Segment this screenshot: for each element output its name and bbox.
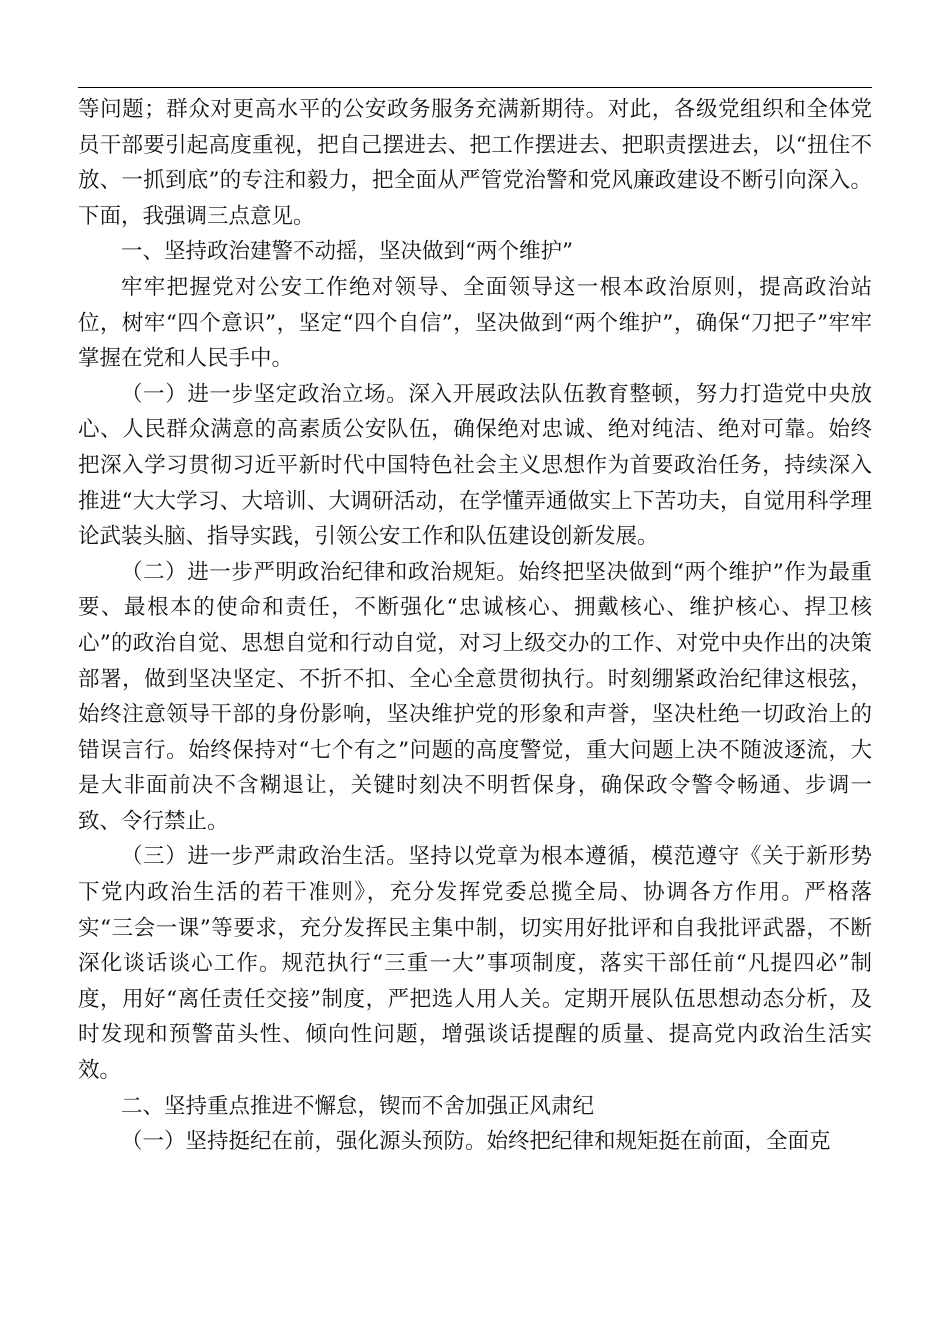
paragraph-section-1-item-2: （二）进一步严明政治纪律和政治规矩。始终把坚决做到“两个维护”作为最重要、最根本的使命和责任，不断强化“忠诚核心、拥戴核心、维护核心、捍卫核心”的政治自觉、思想自觉和行动自觉，对习上级交办的工作、对党中央作出的决策部署，做到坚决坚定、不折不扣、全心全意贯彻执行。时刻绷紧政治纪律这根弦，始终注意领导干部的身份影响，坚决维护党的形象和声誉，坚决杜绝一切政治上的错误言行。始终保持对“七个有之”问题的高度警觉，重大问题上决不随波逐流，大是大非面前决不含糊退让，关键时刻决不明哲保身，确保政令警令畅通、步调一致、令行禁止。 [78, 559, 872, 834]
document-body [78, 92, 872, 1160]
paragraph-section-1-item-3: （三）进一步严肃政治生活。坚持以党章为根本遵循，模范遵守《关于新形势下党内政治生活的若干准则》，充分发挥党委总揽全局、协调各方作用。严格落实“三会一课”等要求，充分发挥民主集中制，切实用好批评和自我批评武器，不断深化谈话谈心工作。规范执行“三重一大”事项制度，落实干部任前“凡提四必”制度，用好“离任责任交接”制度，严把选人用人关。定期开展队伍思想动态分析，及时发现和预警苗头性、倾向性问题，增强谈话提醒的质量、提高党内政治生活实效。 [78, 844, 872, 1084]
section-heading-1: 一、坚持政治建警不动摇，坚决做到“两个维护” [121, 239, 573, 265]
paragraph-continuation: 等问题；群众对更高水平的公安政务服务充满新期待。对此，各级党组织和全体党员干部要引起高度重视，把自己摆进去、把工作摆进去、把职责摆进去，以“扭住不放、一抓到底”的专注和毅力，把全面从严管党治警和党风廉政建设不断引向深入。下面，我强调三点意见。 [78, 97, 872, 229]
header-rule [78, 87, 872, 88]
paragraph-section-1-intro: 牢牢把握党对公安工作绝对领导、全面领导这一根本政治原则，提高政治站位，树牢“四个意识”，坚定“四个自信”，坚决做到“两个维护”，确保“刀把子”牢牢掌握在党和人民手中。 [78, 274, 872, 372]
paragraph-section-1-item-1: （一）进一步坚定政治立场。深入开展政法队伍教育整顿，努力打造党中央放心、人民群众满意的高素质公安队伍，确保绝对忠诚、绝对纯洁、绝对可靠。始终把深入学习贯彻习近平新时代中国特色社会主义思想作为首要政治任务，持续深入推进“大大学习、大培训、大调研活动，在学懂弄通做实上下苦功夫，自觉用科学理论武装头脑、指导实践，引领公安工作和队伍建设创新发展。 [78, 381, 872, 550]
paragraph-section-2-item-1: （一）坚持挺纪在前，强化源头预防。始终把纪律和规矩挺在前面，全面克 [121, 1129, 831, 1155]
section-heading-2: 二、坚持重点推进不懈怠，锲而不舍加强正风肃纪 [121, 1093, 595, 1119]
